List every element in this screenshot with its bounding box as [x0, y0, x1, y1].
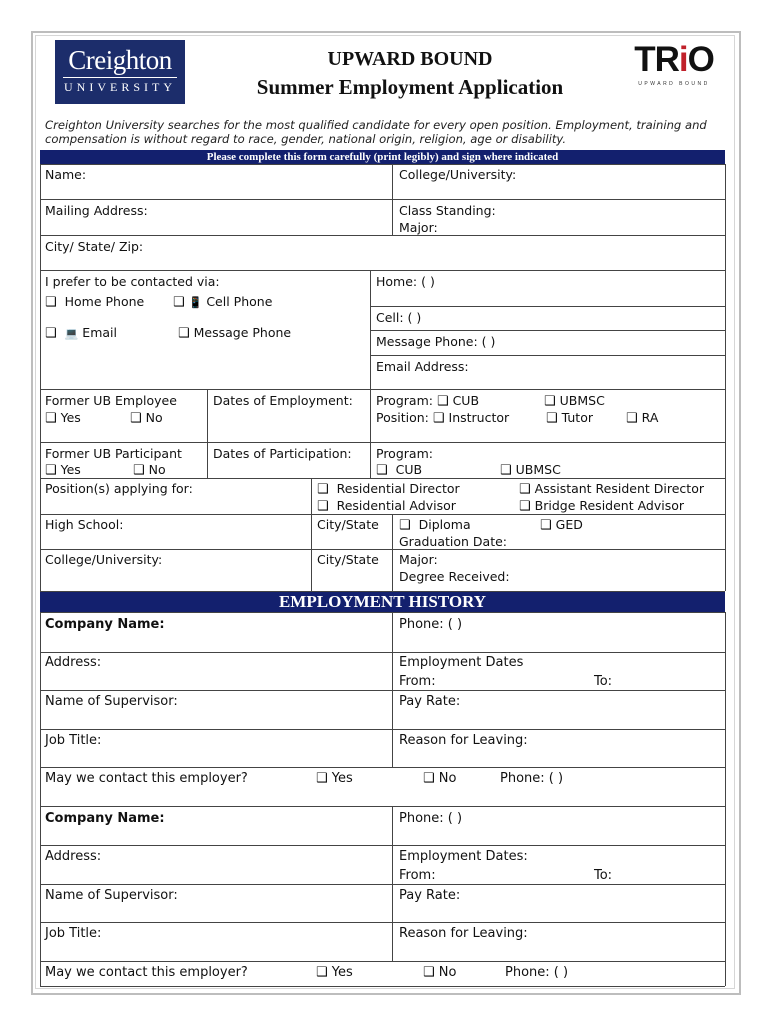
checkbox-icon[interactable]: ❑ — [546, 411, 558, 426]
college-university-label[interactable]: College/University: — [45, 552, 163, 567]
trio-logo-sub: UPWARD BOUND — [638, 81, 710, 87]
checkbox-icon[interactable]: ❑ — [399, 518, 411, 533]
former-participant-yes[interactable]: ❑ Yes — [45, 462, 81, 478]
former-participant-no[interactable]: ❑ No — [133, 462, 166, 478]
employer1-contact-no[interactable]: ❑ No — [423, 771, 457, 786]
title-line-2: Summer Employment Application — [256, 75, 564, 99]
major-label[interactable]: Major: — [399, 220, 438, 235]
contact-preference-label: I prefer to be contacted via: — [45, 274, 220, 289]
employer1-to-field[interactable]: To: — [594, 674, 613, 689]
email-option[interactable]: ❑ 💻 Email — [45, 325, 117, 341]
page-title — [190, 46, 630, 102]
employer1-supervisor-label[interactable]: Name of Supervisor: — [45, 694, 178, 709]
mailing-address-label[interactable]: Mailing Address: — [45, 203, 148, 218]
checkbox-icon[interactable]: ❑ — [316, 771, 328, 786]
dates-participation-label[interactable]: Dates of Participation: — [213, 446, 352, 461]
checkbox-icon[interactable]: ❑ — [544, 394, 556, 409]
employer1-address-label[interactable]: Address: — [45, 655, 102, 670]
employer2-pay-rate-label[interactable]: Pay Rate: — [399, 888, 461, 903]
employer2-from-field[interactable]: From: — [399, 868, 436, 883]
home-phone-option[interactable]: ❑ Home Phone — [45, 294, 145, 310]
message-phone-option[interactable]: ❑ Message Phone — [178, 325, 292, 341]
checkbox-icon[interactable]: ❑ — [173, 295, 185, 310]
intro-text: Creighton University searches for the most qualified candidate for every open position. Employment, training and compensation is without regard to race, gender, national origin, religion, age or disability. — [45, 118, 707, 146]
checkbox-icon[interactable]: ❑ — [500, 463, 512, 478]
former-employee-yes[interactable]: ❑ Yes — [45, 410, 81, 426]
program-employee[interactable]: Program: ❑ CUB — [376, 393, 480, 409]
checkbox-icon[interactable]: ❑ — [133, 463, 145, 478]
diploma-option[interactable]: ❑ Diploma — [399, 517, 471, 533]
high-school-city-state-label[interactable]: City/State — [317, 517, 379, 532]
cell-phone-icon: 📱 — [188, 296, 203, 309]
employer2-contact-no[interactable]: ❑ No — [423, 965, 457, 980]
employment-history-heading: EMPLOYMENT HISTORY — [40, 592, 725, 612]
employer2-job-title-label[interactable]: Job Title: — [45, 926, 102, 941]
checkbox-icon[interactable]: ❑ — [317, 499, 329, 514]
degree-received-label[interactable]: Degree Received: — [399, 569, 510, 584]
checkbox-icon[interactable]: ❑ — [626, 411, 638, 426]
instructions-band: Please complete this form carefully (print legibly) and sign where indicated — [40, 150, 725, 164]
checkbox-icon[interactable]: ❑ — [540, 518, 552, 533]
college-label[interactable]: College/University: — [399, 167, 517, 182]
employer1-contact-phone[interactable]: Phone: ( ) — [500, 771, 564, 786]
employer1-pay-rate-label[interactable]: Pay Rate: — [399, 694, 461, 709]
position-instructor[interactable]: Position: ❑ Instructor — [376, 410, 510, 426]
checkbox-icon[interactable]: ❑ — [45, 463, 57, 478]
cell-phone-option[interactable]: ❑ 📱 Cell Phone — [173, 294, 273, 310]
employer1-contact-question: May we contact this employer? — [45, 771, 248, 786]
employer1-contact-yes[interactable]: ❑ Yes — [316, 771, 353, 786]
program-participant-ubmsc[interactable]: ❑ UBMSC — [500, 462, 561, 478]
checkbox-icon[interactable]: ❑ — [436, 394, 449, 409]
message-phone-field[interactable]: Message Phone: ( ) — [376, 334, 496, 349]
employer1-job-title-label[interactable]: Job Title: — [45, 733, 102, 748]
class-standing-label[interactable]: Class Standing: — [399, 203, 496, 218]
graduation-date-label[interactable]: Graduation Date: — [399, 534, 508, 549]
program-participant-cub[interactable]: ❑ CUB — [376, 462, 423, 478]
ged-option[interactable]: ❑ GED — [540, 517, 583, 533]
bridge-resident-advisor-option[interactable]: ❑ Bridge Resident Advisor — [519, 498, 685, 514]
employer2-supervisor-label[interactable]: Name of Supervisor: — [45, 888, 178, 903]
employer2-employment-dates-label: Employment Dates: — [399, 849, 528, 864]
employer1-reason-label[interactable]: Reason for Leaving: — [399, 733, 528, 748]
dates-employment-label[interactable]: Dates of Employment: — [213, 393, 353, 408]
employer1-employment-dates-label: Employment Dates — [399, 655, 524, 670]
high-school-label[interactable]: High School: — [45, 517, 124, 532]
logo-subname: UNIVERSITY — [64, 80, 176, 94]
trio-logo-word: TRiO — [634, 40, 714, 79]
employer1-from-field[interactable]: From: — [399, 674, 436, 689]
creighton-logo — [55, 40, 185, 104]
program-participant-label: Program: — [376, 446, 433, 461]
checkbox-icon[interactable]: ❑ — [423, 771, 435, 786]
checkbox-icon[interactable]: ❑ — [316, 965, 328, 980]
employer1-company-label[interactable]: Company Name: — [45, 617, 165, 632]
logo-name: Creighton — [68, 45, 172, 75]
employer2-contact-yes[interactable]: ❑ Yes — [316, 965, 353, 980]
home-phone-field[interactable]: Home: ( ) — [376, 274, 435, 289]
checkbox-icon[interactable]: ❑ — [423, 965, 435, 980]
checkbox-icon[interactable]: ❑ — [519, 499, 531, 514]
employer1-phone-field[interactable]: Phone: ( ) — [399, 617, 463, 632]
former-employee-label: Former UB Employee — [45, 393, 177, 408]
checkbox-icon[interactable]: ❑ — [45, 326, 57, 341]
trio-logo — [630, 40, 718, 88]
checkbox-icon[interactable]: ❑ — [130, 411, 142, 426]
checkbox-icon[interactable]: ❑ — [45, 295, 57, 310]
checkbox-icon[interactable]: ❑ — [178, 326, 190, 341]
residential-director-option[interactable]: ❑ Residential Director — [317, 481, 460, 497]
cell-phone-field[interactable]: Cell: ( ) — [376, 310, 422, 325]
checkbox-icon[interactable]: ❑ — [519, 482, 531, 497]
employer2-contact-question: May we contact this employer? — [45, 965, 248, 980]
email-address-field[interactable]: Email Address: — [376, 359, 469, 374]
checkbox-icon[interactable]: ❑ — [317, 482, 329, 497]
checkbox-icon[interactable]: ❑ — [432, 411, 445, 426]
checkbox-icon[interactable]: ❑ — [376, 463, 388, 478]
former-employee-no[interactable]: ❑ No — [130, 410, 163, 426]
employer2-to-field[interactable]: To: — [594, 868, 613, 883]
name-label[interactable]: Name: — [45, 167, 87, 182]
computer-icon: 💻 — [64, 327, 79, 340]
residential-advisor-option[interactable]: ❑ Residential Advisor — [317, 498, 456, 514]
title-line-1: UPWARD BOUND — [327, 48, 493, 70]
college-city-state-label[interactable]: City/State — [317, 552, 379, 567]
employer2-contact-phone[interactable]: Phone: ( ) — [505, 965, 569, 980]
city-state-zip-label[interactable]: City/ State/ Zip: — [45, 239, 144, 254]
former-participant-label: Former UB Participant — [45, 446, 182, 461]
employer2-reason-label[interactable]: Reason for Leaving: — [399, 926, 528, 941]
college-major-label[interactable]: Major: — [399, 552, 438, 567]
positions-applying-label: Position(s) applying for: — [45, 481, 193, 496]
employer2-phone-field[interactable]: Phone: ( ) — [399, 811, 463, 826]
employer2-company-label[interactable]: Company Name: — [45, 811, 165, 826]
program-ubmsc-option[interactable]: ❑ UBMSC — [544, 393, 605, 409]
assistant-resident-director-option[interactable]: ❑ Assistant Resident Director — [519, 481, 704, 497]
position-tutor[interactable]: ❑ Tutor — [546, 410, 593, 426]
checkbox-icon[interactable]: ❑ — [45, 411, 57, 426]
employer2-address-label[interactable]: Address: — [45, 849, 102, 864]
position-ra[interactable]: ❑ RA — [626, 410, 659, 426]
